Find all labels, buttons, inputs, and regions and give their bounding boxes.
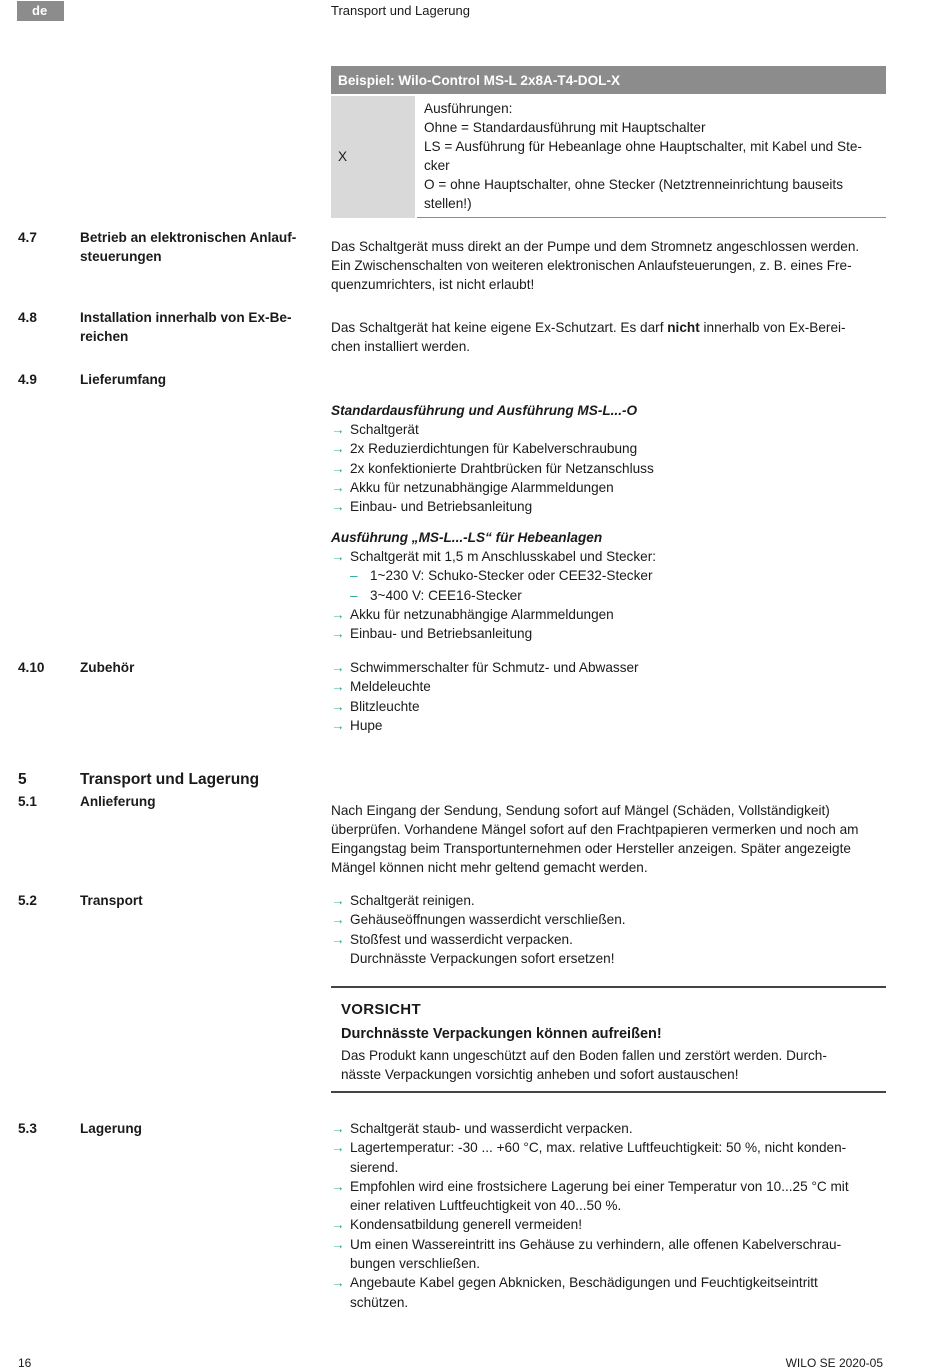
publisher-line: WILO SE 2020-05	[785, 1356, 883, 1370]
list-item: → 2x konfektionierte Drahtbrücken für Netzanschluss	[331, 459, 891, 478]
arrow-right-icon: →	[331, 931, 345, 947]
example-table-value: Ausführungen: Ohne = Standardausführung mit Hauptschalter LS = Ausführung für Hebeanlage ohne Hauptschalter, mit Kabel und Ste- cker O = ohne Hauptschalter, ohne Stecker (Netztrenneinrichtung bauseits stellen!)	[416, 95, 886, 218]
transport-list	[331, 891, 891, 968]
section-text-5-1: Nach Eingang der Sendung, Sendung sofort auf Mängel (Schäden, Vollständigkeit) überprüfen. Vorhandene Mängel sofort auf den Frachtpapieren vermerken und noch am Eingangstag beim Transportunternehmen oder Hersteller anzeigen. Später angezeigte Mängel können nicht mehr geltend gemacht werden.	[331, 803, 859, 875]
arrow-right-icon: →	[331, 1275, 345, 1291]
list-item: → Blitzleuchte	[331, 697, 891, 716]
ls-scope-list	[331, 547, 891, 643]
arrow-right-icon: →	[331, 1121, 345, 1136]
arrow-right-icon: →	[331, 1236, 345, 1252]
arrow-right-icon: →	[331, 893, 345, 908]
arrow-right-icon: →	[331, 1217, 345, 1233]
arrow-right-icon: →	[331, 1140, 345, 1156]
list-item: → Kondensatbildung generell vermeiden!	[331, 1215, 891, 1234]
list-item: → Stoßfest und wasserdicht verpacken. Durchnässte Verpackungen sofort ersetzen!	[331, 931, 615, 966]
arrow-right-icon: →	[331, 679, 345, 695]
standard-scope-heading: Standardausführung und Ausführung MS-L...-O	[331, 403, 638, 418]
list-item: → Lagertemperatur: -30 ... +60 °C, max. relative Luftfeuchtigkeit: 50 %, nicht konden- sierend.	[331, 1140, 847, 1175]
section-title-4-7: Betrieb an elektronischen Anlauf- steuerungen	[80, 230, 297, 264]
section-number-4-9: 4.9	[18, 372, 37, 387]
list-item: → Angebaute Kabel gegen Abknicken, Beschädigungen und Feuchtigkeitseintritt schützen.	[331, 1275, 818, 1310]
list-item: → Akku für netzunabhängige Alarmmeldungen	[331, 478, 891, 497]
arrow-right-icon: →	[331, 717, 345, 733]
list-item: → Um einen Wassereintritt ins Gehäuse zu verhindern, alle offenen Kabelverschrau- bungen verschließen.	[331, 1236, 842, 1272]
arrow-right-icon: →	[331, 660, 345, 675]
arrow-right-icon: →	[331, 606, 345, 622]
section-number-5-3: 5.3	[18, 1121, 37, 1136]
arrow-right-icon: →	[331, 479, 345, 495]
language-badge: de	[17, 1, 64, 21]
list-item: → Empfohlen wird eine frostsichere Lagerung bei einer Temperatur von 10...25 °C mit einer relativen Luftfeuchtigkeit von 40...50 %.	[331, 1178, 849, 1214]
list-item: → Schaltgerät	[331, 420, 891, 439]
caution-signal-word: VORSICHT	[341, 1001, 421, 1018]
arrow-right-icon: →	[331, 499, 345, 515]
list-item: → Schaltgerät staub- und wasserdicht verpacken.	[331, 1119, 891, 1138]
list-item: → Schaltgerät reinigen.	[331, 891, 891, 910]
section-number-5-1: 5.1	[18, 794, 37, 809]
standard-scope-list	[331, 420, 891, 516]
section-title-4-10: Zubehör	[80, 660, 135, 675]
caution-text: Das Produkt kann ungeschützt auf den Boden fallen und zerstört werden. Durch- nässte Verpackungen vorsichtig anheben und sofort austauschen!	[341, 1048, 827, 1082]
dash-icon: –	[350, 587, 358, 603]
list-item: → Schaltgerät mit 1,5 m Anschlusskabel und Stecker: – 1~230 V: Schuko-Stecker oder CEE32-Stecker – 3~400 V: CEE16-Stecker	[331, 547, 891, 605]
ls-sub-list	[350, 566, 891, 605]
section-number-5-2: 5.2	[18, 893, 37, 908]
chapter-title-5: Transport und Lagerung	[80, 771, 260, 788]
section-number-4-7: 4.7	[18, 230, 37, 245]
list-item: → Einbau- und Betriebsanleitung	[331, 624, 891, 643]
list-item: → Einbau- und Betriebsanleitung	[331, 497, 891, 516]
dash-icon: –	[350, 568, 358, 584]
arrow-right-icon: →	[331, 912, 345, 928]
example-table	[331, 66, 886, 218]
caution-box	[331, 986, 886, 1093]
example-table-key: X	[331, 95, 416, 218]
storage-list	[331, 1119, 891, 1312]
list-item: → Meldeleuchte	[331, 677, 891, 696]
running-title: Transport und Lagerung	[331, 3, 471, 18]
arrow-right-icon: →	[331, 549, 345, 564]
list-item: → 2x Reduzierdichtungen für Kabelverschraubung	[331, 439, 891, 458]
section-title-4-8: Installation innerhalb von Ex-Be- reichen	[80, 310, 292, 344]
section-title-5-3: Lagerung	[80, 1121, 142, 1136]
list-item: → Schwimmerschalter für Schmutz- und Abwasser	[331, 658, 891, 677]
arrow-right-icon: →	[331, 460, 345, 476]
caution-heading: Durchnässte Verpackungen können aufreißen!	[341, 1026, 662, 1042]
section-title-5-2: Transport	[80, 893, 143, 908]
arrow-right-icon: →	[331, 698, 345, 714]
list-item: → Hupe	[331, 716, 891, 735]
page-number: 16	[18, 1356, 32, 1370]
section-title-4-9: Lieferumfang	[80, 372, 167, 387]
arrow-right-icon: →	[331, 626, 345, 642]
section-number-4-8: 4.8	[18, 310, 37, 325]
arrow-right-icon: →	[331, 1178, 345, 1194]
arrow-right-icon: →	[331, 441, 345, 457]
chapter-number-5: 5	[18, 771, 27, 788]
section-text-4-7: Das Schaltgerät muss direkt an der Pumpe und dem Stromnetz angeschlossen werden. Ein Zwischenschalten von weiteren elektronischen Anlaufsteuerungen, z. B. eines Fre- quenzumrichters, ist nicht erlaubt!	[331, 239, 860, 292]
section-number-4-10: 4.10	[18, 660, 45, 675]
sub-list-item: – 3~400 V: CEE16-Stecker	[350, 586, 891, 605]
section-text-4-8: Das Schaltgerät hat keine eigene Ex-Schutzart. Es darf nicht innerhalb von Ex-Berei- chen installiert werden.	[331, 320, 846, 354]
sub-list-item: – 1~230 V: Schuko-Stecker oder CEE32-Stecker	[350, 566, 891, 585]
section-title-5-1: Anlieferung	[80, 794, 156, 809]
accessories-list	[331, 658, 891, 735]
example-table-heading: Beispiel: Wilo-Control MS-L 2x8A-T4-DOL-X	[331, 66, 886, 95]
arrow-right-icon: →	[331, 422, 345, 437]
list-item: → Gehäuseöffnungen wasserdicht verschließen.	[331, 910, 891, 929]
list-item: → Akku für netzunabhängige Alarmmeldungen	[331, 605, 891, 624]
ls-scope-heading: Ausführung „MS-L...-LS“ für Hebeanlagen	[331, 530, 603, 545]
